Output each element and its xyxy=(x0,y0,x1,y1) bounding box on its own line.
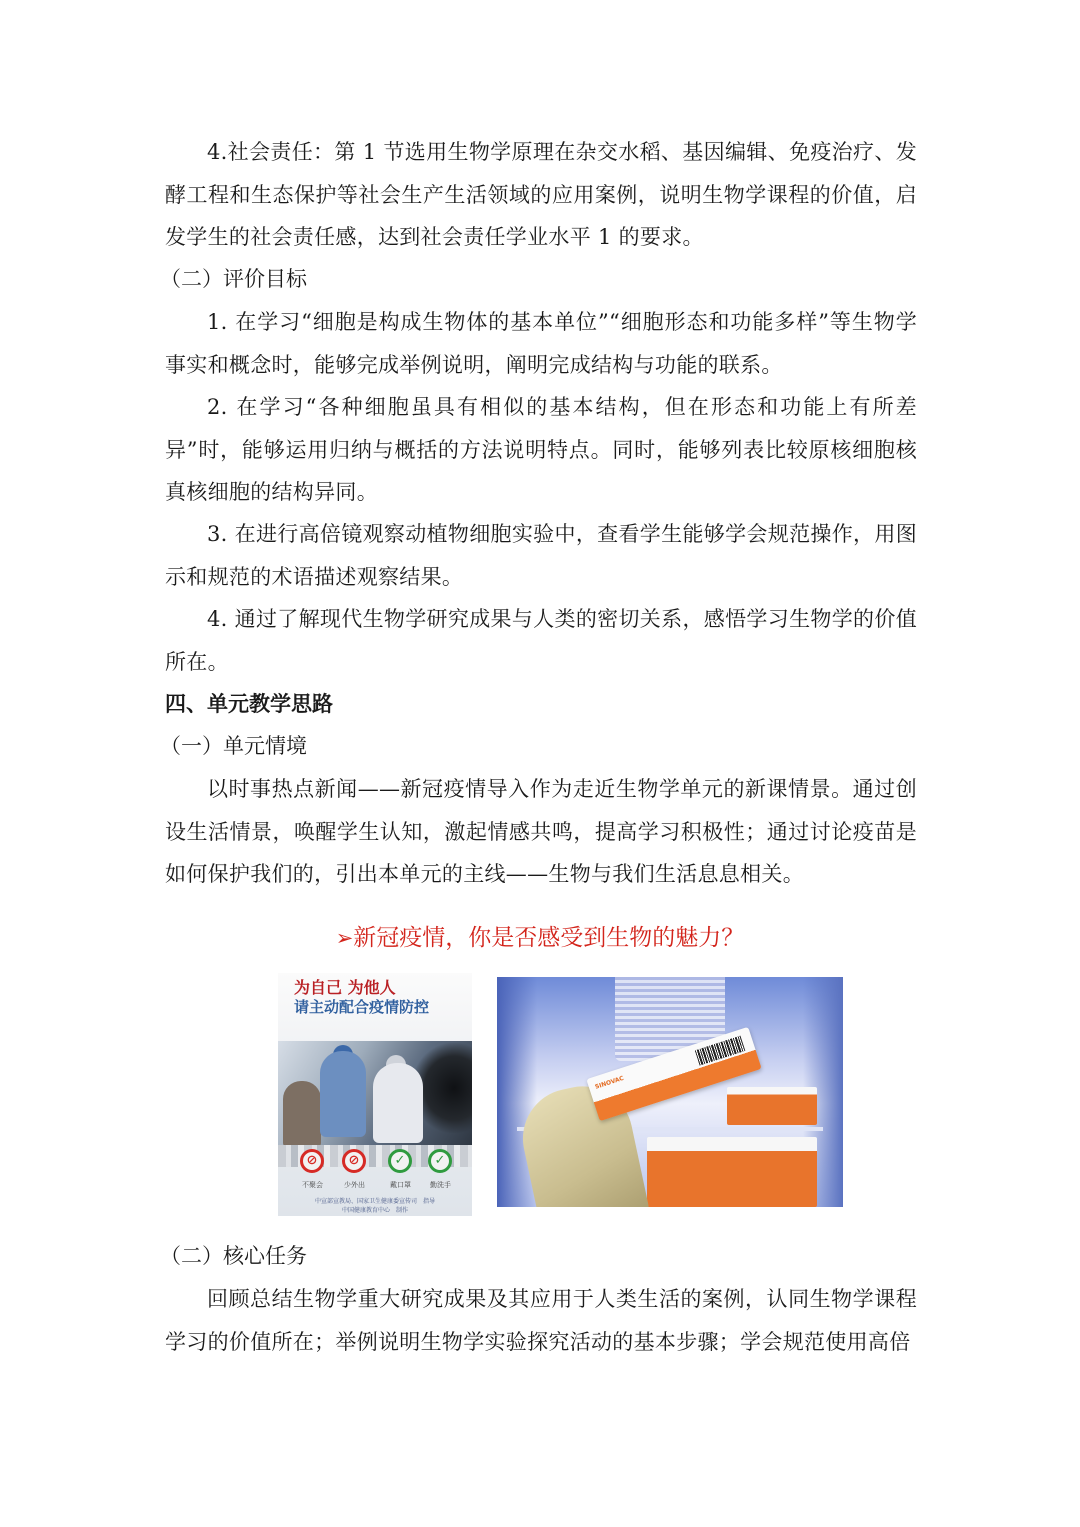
figure-caption-text: 新冠疫情，你是否感受到生物的魅力？ xyxy=(353,925,745,951)
poster-icon-label: 勤洗手 xyxy=(430,1181,451,1189)
poster-icon-label: 少外出 xyxy=(344,1181,365,1189)
vaccine-box-stack xyxy=(727,1087,817,1125)
vaccine-brand-label: SINOVAC xyxy=(594,1074,625,1091)
vaccine-box-stack xyxy=(647,1137,817,1207)
epidemic-prevention-poster xyxy=(278,973,472,1216)
eval-item-1: 1. 在学习“细胞是构成生物体的基本单位”“细胞形态和功能多样”等生物学事实和概念时，能够完成举例说明，阐明完成结构与功能的联系。 xyxy=(165,310,917,377)
eval-item-2: 2. 在学习“各种细胞虽具有相似的基本结构，但在形态和功能上有所差异”时，能够运用归纳与概括的方法说明特点。同时，能够列表比较原核细胞核真核细胞的结构异同。 xyxy=(165,395,917,504)
poster-figure-resident xyxy=(283,1081,321,1147)
no-going-out-icon: ⊘ xyxy=(342,1149,366,1173)
poster-icon-row xyxy=(300,1149,460,1181)
poster-figure-doctor xyxy=(320,1051,366,1137)
heading-core-task: （二）核心任务 xyxy=(160,1244,307,1268)
paragraph-core-task: 回顾总结生物学重大研究成果及其应用于人类生活的案例，认同生物学课程学习的价值所在；举例说明生物学实验探究活动的基本步骤；学会规范使用高倍 xyxy=(165,1287,917,1354)
wear-mask-icon: ✓ xyxy=(388,1149,412,1173)
paragraph-social-responsibility: 4.社会责任：第 1 节选用生物学原理在杂交水稻、基因编辑、免疫治疗、发酵工程和生态保护等社会生产生活领域的应用案例，说明生物学课程的价值，启发学生的社会责任感，达到社会责任学业水平 1 的要求。 xyxy=(165,140,917,249)
heading-unit-context: （一）单元情境 xyxy=(160,734,307,758)
poster-icon-label: 不聚会 xyxy=(302,1181,323,1189)
heading-section-four: 四、单元教学思路 xyxy=(165,691,333,716)
poster-footer-line2: 中国健康教育中心 制作 xyxy=(341,1207,408,1214)
poster-icon-label: 戴口罩 xyxy=(390,1181,411,1189)
heading-evaluation-goals: （二）评价目标 xyxy=(160,267,307,291)
wash-hands-icon: ✓ xyxy=(428,1149,452,1173)
caption-arrow-icon: ➢ xyxy=(335,926,354,950)
eval-item-3: 3. 在进行高倍镜观察动植物细胞实验中，查看学生能够学会规范操作，用图示和规范的术语描述观察结果。 xyxy=(165,522,917,589)
poster-title-line1: 为自己 为他人 xyxy=(294,978,396,997)
poster-title-line2: 请主动配合疫情防控 xyxy=(294,998,430,1016)
figure-caption xyxy=(300,918,780,958)
poster-footer-line1: 中宣部宣教局、国家卫生健康委宣传司 指导 xyxy=(314,1198,435,1205)
paragraph-unit-context: 以时事热点新闻——新冠疫情导入作为走近生物学单元的新课情景。通过创设生活情景，唤醒学生认知，激起情感共鸣，提高学习积极性；通过讨论疫苗是如何保护我们的，引出本单元的主线——生物与我们生活息息相关。 xyxy=(165,777,917,886)
poster-figure-nurse xyxy=(373,1063,423,1143)
eval-item-4: 4. 通过了解现代生物学研究成果与人类的密切关系，感悟学习生物学的价值所在。 xyxy=(165,607,917,674)
vaccine-fridge-photo xyxy=(497,977,843,1207)
no-gathering-icon: ⊘ xyxy=(300,1149,324,1173)
